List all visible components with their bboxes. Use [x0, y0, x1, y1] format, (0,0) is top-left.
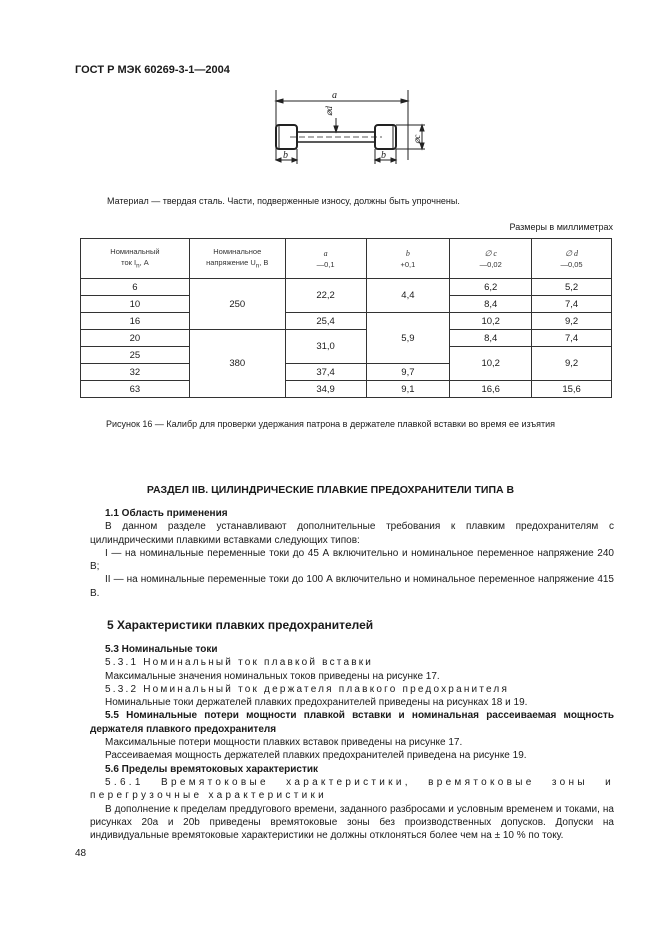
cell-a: 25,4	[285, 313, 366, 330]
cell-b: 5,9	[366, 313, 450, 364]
subsection-title: 5.6 Пределы времятоковых характеристик	[105, 763, 319, 775]
cell-d: 5,2	[532, 279, 612, 296]
cell-current: 32	[81, 364, 190, 381]
page-number: 48	[75, 848, 87, 859]
header-d: ∅ d —0,05	[532, 239, 612, 279]
units-note: Размеры в миллиметрах	[509, 222, 613, 232]
gauge-drawing	[262, 88, 432, 170]
cell-a: 34,9	[285, 381, 366, 398]
subsection-title: 5.3.1 Номинальный ток плавкой вставки	[105, 657, 374, 669]
section-title: РАЗДЕЛ IIB. ЦИЛИНДРИЧЕСКИЕ ПЛАВКИЕ ПРЕДОХРАНИТЕЛИ ТИПА B	[146, 484, 515, 496]
cell-a: 37,4	[285, 364, 366, 381]
clause-5-title: 5 Характеристики плавких предохранителей	[107, 618, 374, 632]
header-a: a —0,1	[285, 239, 366, 279]
cell-c: 8,4	[450, 330, 532, 347]
table-row	[81, 330, 612, 347]
cell-current: 16	[81, 313, 190, 330]
cell-c: 16,6	[450, 381, 532, 398]
dim-d-label: ⌀d	[324, 106, 334, 116]
dim-a-label: a	[332, 90, 337, 101]
cell-current: 25	[81, 347, 190, 364]
cell-c: 10,2	[450, 347, 532, 381]
dim-b-left-label: b	[283, 150, 288, 161]
header-voltage: Номинальное напряжение $U_n$, В	[189, 239, 285, 279]
clause-5-body	[90, 643, 614, 842]
cell-b: 9,1	[366, 381, 450, 398]
cell-a: 31,0	[285, 330, 366, 364]
header-current: Номинальный ток $I_n$, А	[81, 239, 190, 279]
cell-current: 63	[81, 381, 190, 398]
subsection-title: 5.5 Номинальные потери мощности плавкой вставки и номинальная рассеиваемая мощность держателя плавкого предохранителя	[90, 710, 614, 735]
cell-d: 9,2	[532, 313, 612, 330]
paragraph: В дополнение к пределам преддугового времени, заданного разбросами и условным временем и токами, на рисунках 20а и 20b приведены времятоковые зоны без производственных допусков. Допуски на индивидуальные времятоковые характеристики не должны отклоняться более чем на ± 10 % по току.	[90, 803, 614, 842]
material-note: Материал — твердая сталь. Части, подверженные износу, должны быть упрочнены.	[107, 196, 460, 206]
subsection-title: 5.6.1 Времятоковые характеристики, времятоковые зоны и перегрузочные характеристики	[90, 776, 614, 802]
cell-c: 8,4	[450, 296, 532, 313]
cell-a: 22,2	[285, 279, 366, 313]
cell-d: 7,4	[532, 330, 612, 347]
dim-b-right-label: b	[381, 150, 386, 161]
paragraph: Максимальные значения номинальных токов приведены на рисунке 17.	[105, 670, 440, 682]
dim-c-label: ⌀c	[412, 134, 422, 144]
paragraph: II — на номинальные переменные токи до 100 А включительно и номинальное переменное напряжение 415 В.	[90, 574, 614, 599]
cell-c: 10,2	[450, 313, 532, 330]
table-header-row	[81, 239, 612, 279]
subsection-1-1	[90, 507, 614, 600]
paragraph: Максимальные потери мощности плавких вставок приведены на рисунке 17.	[105, 737, 463, 749]
figure-caption: Рисунок 16 — Калибр для проверки удержания патрона в держателе плавкой вставки во время ее изъятия	[105, 419, 556, 429]
table-row	[81, 279, 612, 296]
cell-current: 20	[81, 330, 190, 347]
document-header: ГОСТ Р МЭК 60269-3-1—2004	[75, 64, 230, 76]
table-row	[81, 313, 612, 330]
gauge-dimensions-table	[80, 238, 612, 398]
cell-current: 6	[81, 279, 190, 296]
subsection-title: 5.3.2 Номинальный ток держателя плавкого предохранителя	[105, 683, 510, 695]
header-c: ∅ c —0,02	[450, 239, 532, 279]
cell-voltage: 250	[189, 279, 285, 330]
subsection-title: 1.1 Область применения	[105, 508, 228, 519]
cell-d: 15,6	[532, 381, 612, 398]
paragraph: Номинальные токи держателей плавких предохранителей приведены на рисунках 18 и 19.	[105, 697, 528, 709]
subsection-title: 5.3 Номинальные токи	[105, 644, 218, 655]
paragraph: Рассеиваемая мощность держателей плавких предохранителей приведена на рисунке 19.	[105, 750, 527, 762]
cell-b: 9,7	[366, 364, 450, 381]
cell-d: 9,2	[532, 347, 612, 381]
table-row	[81, 381, 612, 398]
cell-d: 7,4	[532, 296, 612, 313]
cell-b: 4,4	[366, 279, 450, 313]
cell-current: 10	[81, 296, 190, 313]
cell-c: 6,2	[450, 279, 532, 296]
header-b: b +0,1	[366, 239, 450, 279]
paragraph: I — на номинальные переменные токи до 45 А включительно и номинальное переменное напряжение 240 В;	[90, 547, 614, 573]
cell-voltage: 380	[189, 330, 285, 398]
paragraph: В данном разделе устанавливают дополнительные требования к плавким предохранителям с цилиндрическими плавкими вставками следующих типов:	[90, 521, 614, 546]
